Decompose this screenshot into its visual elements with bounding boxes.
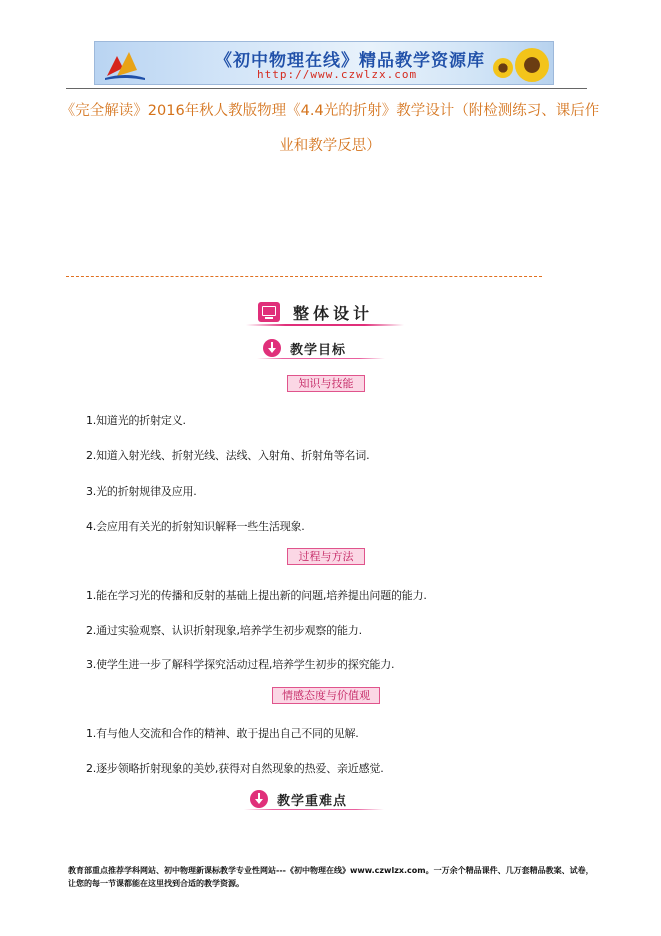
banner-title: 《初中物理在线》精品教学资源库: [215, 51, 485, 71]
subsection-underline: [257, 358, 385, 359]
subsection-title: 教学目标: [290, 343, 347, 358]
dashed-divider: [66, 276, 542, 277]
section-heading: [258, 300, 404, 326]
list-item: 1.能在学习光的传播和反射的基础上提出新的问题,培养提出问题的能力.: [86, 589, 427, 602]
list-item: 1.知道光的折射定义.: [86, 414, 186, 427]
section-title: 整体设计: [293, 304, 374, 323]
logo-icon: [103, 46, 147, 82]
list-item: 3.使学生进一步了解科学探究活动过程,培养学生初步的探究能力.: [86, 658, 395, 671]
list-item: 4.会应用有关光的折射知识解释一些生活现象.: [86, 520, 305, 533]
category-label: 过程与方法: [287, 548, 365, 565]
subsection-heading-objectives: [263, 338, 393, 360]
header-divider: [66, 88, 587, 89]
subsection-heading-key-points: [250, 789, 390, 811]
sunflower-image: [515, 48, 549, 82]
subsection-title: 教学重难点: [277, 794, 348, 809]
list-item: 2.通过实验观察、认识折射现象,培养学生初步观察的能力.: [86, 624, 362, 637]
list-item: 2.逐步领略折射现象的美妙,获得对自然现象的热爱、亲近感觉.: [86, 762, 384, 775]
list-item: 2.知道入射光线、折射光线、法线、入射角、折射角等名词.: [86, 449, 370, 462]
monitor-icon: [258, 302, 280, 322]
list-item: 1.有与他人交流和合作的精神、敢于提出自己不同的见解.: [86, 727, 359, 740]
list-item: 3.光的折射规律及应用.: [86, 485, 197, 498]
sunflower-image: [493, 58, 513, 78]
document-title: 《完全解读》2016年秋人教版物理《4.4光的折射》教学设计（附检测练习、课后作业和教学反思）: [60, 103, 600, 154]
subsection-underline: [244, 809, 384, 810]
category-label: 情感态度与价值观: [272, 687, 380, 704]
down-arrow-icon: [250, 790, 268, 808]
header-banner: [94, 41, 554, 85]
down-arrow-icon: [263, 339, 281, 357]
banner-url: http://www.czwlzx.com: [257, 68, 418, 81]
page-footer: 教育部重点推荐学科网站、初中物理新课标教学专业性网站---《初中物理在线》www.czwlzx.com。一万余个精品课件、几万套精品教案、试卷，让您的每一节课都能在这里找到合适的教学资源。: [68, 866, 594, 888]
section-underline: [246, 324, 404, 326]
category-label: 知识与技能: [287, 375, 365, 392]
